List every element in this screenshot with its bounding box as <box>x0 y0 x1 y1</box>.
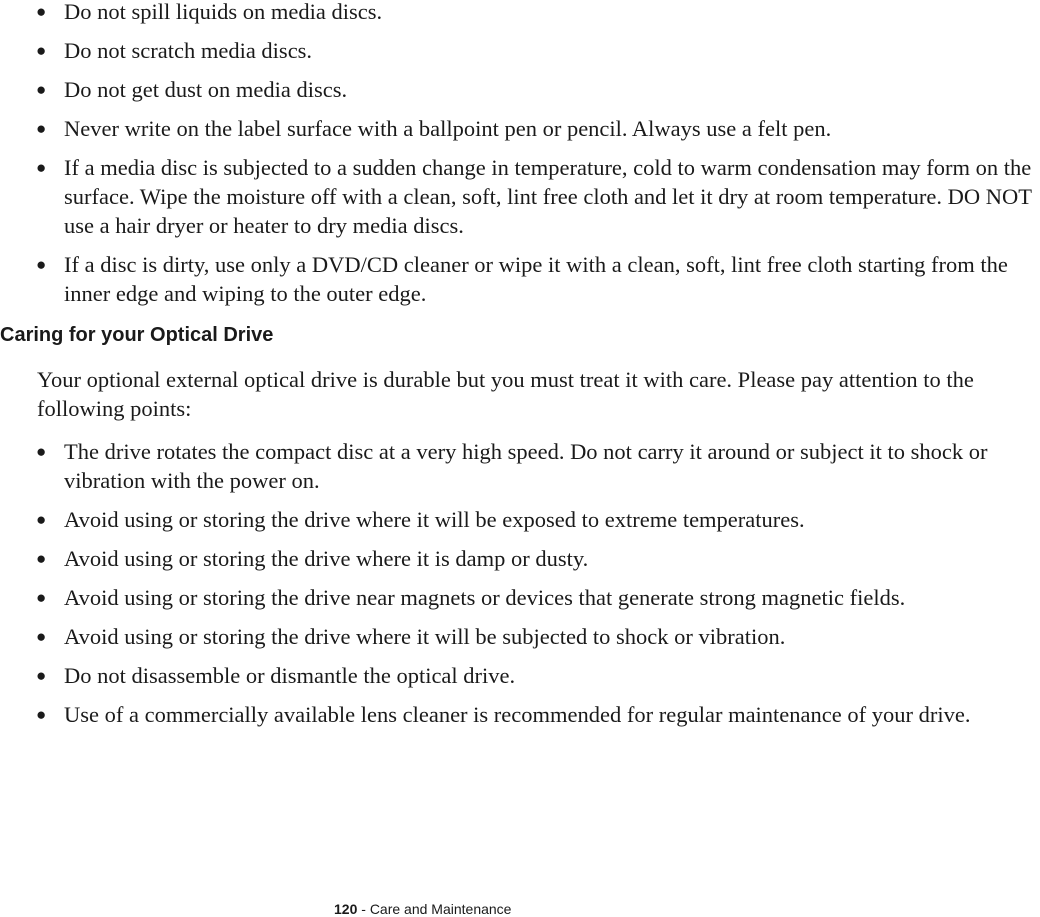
list-item-text: Use of a commercially available lens cleaner is recommended for regular maintenance of your drive. <box>64 702 971 727</box>
optical-drive-care-list <box>0 437 1040 739</box>
bullet-dot-icon: ● <box>36 588 47 607</box>
list-item-text: Avoid using or storing the drive where it will be exposed to extreme temperatures. <box>64 507 805 532</box>
list-item <box>0 505 1040 534</box>
bullet-dot-icon: ● <box>36 80 47 99</box>
bullet-dot-icon: ● <box>36 41 47 60</box>
list-item-text: Avoid using or storing the drive near magnets or devices that generate strong magnetic fields. <box>64 585 906 610</box>
section-heading: Caring for your Optical Drive <box>0 324 274 346</box>
list-item-text: If a media disc is subjected to a sudden change in temperature, cold to warm condensation may form on the surface. Wipe the moisture off with a clean, soft, lint free cloth and let it dry at room temperature. DO NOT use a hair dryer or heater to dry media discs. <box>64 155 1032 238</box>
bullet-dot-icon: ● <box>36 666 47 685</box>
bullet-dot-icon: ● <box>36 158 47 177</box>
bullet-dot-icon: ● <box>36 442 47 461</box>
list-item <box>0 437 1040 495</box>
bullet-dot-icon: ● <box>36 627 47 646</box>
bullet-dot-icon: ● <box>36 119 47 138</box>
list-item <box>0 75 1040 104</box>
footer-separator: - <box>357 901 370 917</box>
list-item <box>0 622 1040 651</box>
page-number: 120 <box>334 901 358 917</box>
bullet-dot-icon: ● <box>36 705 47 724</box>
list-item <box>0 250 1040 308</box>
bullet-dot-icon: ● <box>36 2 47 21</box>
list-item-text: If a disc is dirty, use only a DVD/CD cleaner or wipe it with a clean, soft, lint free cloth starting from the inner edge and wiping to the outer edge. <box>64 252 1008 306</box>
list-item-text: Do not get dust on media discs. <box>64 77 348 102</box>
list-item-text: Avoid using or storing the drive where it is damp or dusty. <box>64 546 589 571</box>
page-footer <box>334 901 511 917</box>
list-item-text: Never write on the label surface with a ballpoint pen or pencil. Always use a felt pen. <box>64 116 832 141</box>
footer-section-title: Care and Maintenance <box>369 901 512 917</box>
list-item-text: Do not scratch media discs. <box>64 38 313 63</box>
bullet-dot-icon: ● <box>36 510 47 529</box>
list-item <box>0 153 1040 240</box>
list-item-text: The drive rotates the compact disc at a very high speed. Do not carry it around or subject it to shock or vibration with the power on. <box>64 439 988 493</box>
bullet-dot-icon: ● <box>36 549 47 568</box>
list-item <box>0 700 1040 729</box>
list-item-text: Do not disassemble or dismantle the optical drive. <box>64 663 516 688</box>
list-item <box>0 583 1040 612</box>
section-intro-paragraph: Your optional external optical drive is durable but you must treat it with care. Please pay attention to the following points: <box>37 367 974 421</box>
list-item <box>0 36 1040 65</box>
list-item-text: Do not spill liquids on media discs. <box>64 0 383 24</box>
list-item <box>0 114 1040 143</box>
list-item <box>0 544 1040 573</box>
list-item <box>0 0 1040 26</box>
bullet-dot-icon: ● <box>36 255 47 274</box>
list-item <box>0 661 1040 690</box>
media-disc-care-list <box>0 0 1040 318</box>
list-item-text: Avoid using or storing the drive where it will be subjected to shock or vibration. <box>64 624 786 649</box>
